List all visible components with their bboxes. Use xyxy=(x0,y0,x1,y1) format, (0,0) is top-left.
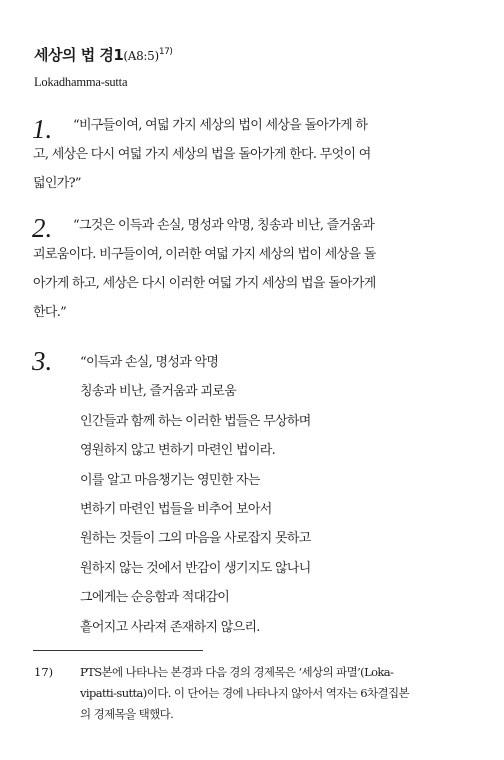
verse-line: “이득과 손실, 명성과 악명 xyxy=(80,355,219,370)
section-number-2: 2. xyxy=(32,213,53,243)
verse-line: 원하는 것들이 그의 마음을 사로잡지 못하고 xyxy=(80,531,311,547)
verse-line: 칭송과 비난, 즐거움과 괴로움 xyxy=(80,384,237,400)
paragraph-line: “비구들이여, 여덟 가지 세상의 법이 세상을 돌아가게 하 xyxy=(73,118,368,133)
verse-line: 이를 알고 마음챙기는 영민한 자는 xyxy=(80,472,260,488)
footnote-line: vipatti-sutta)이다. 이 단어는 경에 나타나지 않아서 역자는 6차결집본 xyxy=(80,686,410,700)
verse-line: 원하지 않는 것에서 반감이 생기지도 않나니 xyxy=(80,560,311,576)
verse-line: 흩어지고 사라져 존재하지 않으리. xyxy=(80,619,260,635)
section-2-paragraph xyxy=(33,211,473,327)
paragraph-line: 고, 세상은 다시 여덟 가지 세상의 법을 돌아가게 한다. 무엇이 여 xyxy=(33,147,371,162)
footnote-marker[interactable]: 17) xyxy=(158,47,173,57)
section-1-paragraph xyxy=(33,111,473,198)
paragraph-line: “그것은 이득과 손실, 명성과 악명, 칭송과 비난, 즐거움과 xyxy=(73,218,375,233)
footnote-text xyxy=(80,662,480,725)
paragraph-line: 한다.” xyxy=(33,305,67,320)
pali-title: Lokadhamma-sutta xyxy=(34,75,128,89)
section-number-3: 3. xyxy=(32,346,53,376)
paragraph-line: 아가게 하고, 세상은 다시 이러한 여덟 가지 세상의 법을 돌아가게 xyxy=(33,276,376,291)
verse-line: 영원하지 않고 변하기 마련인 법이라. xyxy=(80,443,276,459)
verse-line: 변하기 마련인 법들을 비추어 보아서 xyxy=(80,501,272,517)
section-number-1: 1. xyxy=(32,114,53,144)
paragraph-line: 괴로움이다. 비구들이여, 이러한 여덟 가지 세상의 법이 세상을 돌 xyxy=(33,247,376,262)
verse-line: 그에게는 순응함과 적대감이 xyxy=(80,590,230,606)
footnote-line: 의 경제목을 택했다. xyxy=(80,707,174,721)
sutta-title xyxy=(34,44,172,65)
paragraph-line: 덟인가?” xyxy=(33,176,81,191)
sutta-title-text: 세상의 법 경1 xyxy=(34,46,124,64)
sutta-reference: (A8:5) xyxy=(123,49,159,63)
footnote-line: PTS본에 나타나는 본경과 다음 경의 경제목은 ‘세상의 파멸’(Loka- xyxy=(80,665,394,679)
verse-line: 인간들과 함께 하는 이러한 법들은 무상하며 xyxy=(80,413,311,429)
footnote-number: 17) xyxy=(34,665,54,679)
section-3-verse xyxy=(80,348,311,642)
footnote-divider xyxy=(33,650,203,651)
